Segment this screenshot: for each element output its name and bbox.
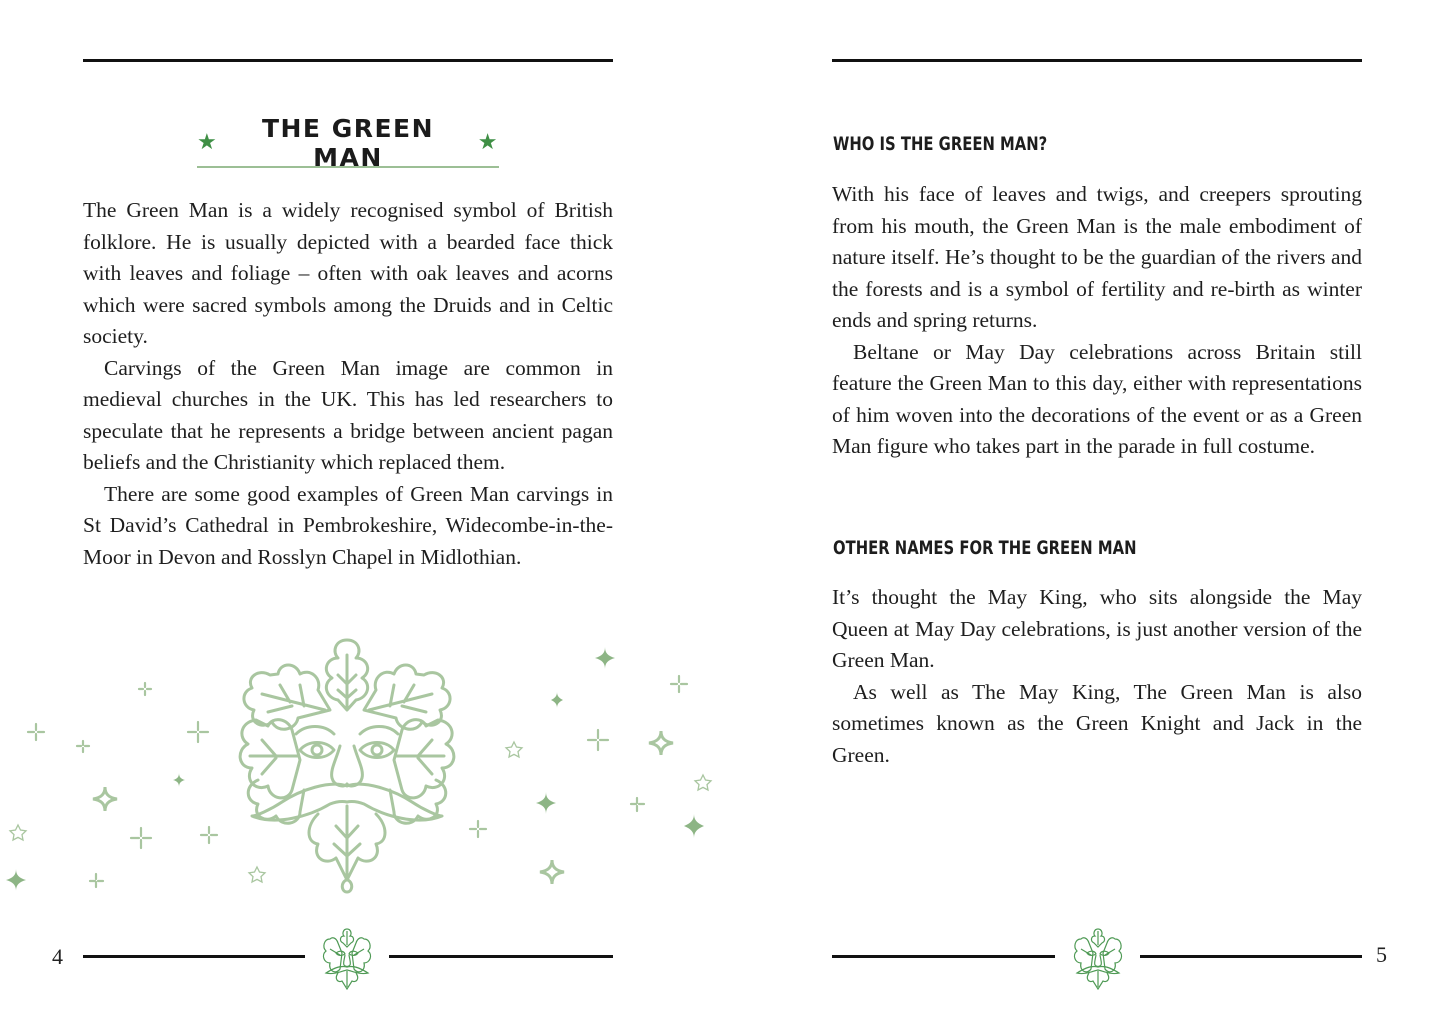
paragraph: With his face of leaves and twigs, and creepers sprouting from his mouth, the Green Man is the male embodiment of nature itself. He’s thought to be the guardian of the rivers and the forests and is a symbol of fertility and re-birth as winter ends and spring returns. [832, 182, 1362, 332]
chapter-title [197, 114, 499, 172]
footer-rule-left [83, 955, 305, 958]
paragraph: It’s thought the May King, who sits alongside the May Queen at May Day celebrations, is just another version of the Green Man. [832, 585, 1362, 672]
right-page [722, 0, 1445, 1018]
sparkle-icons [28, 676, 687, 887]
paragraph: There are some good examples of Green Man carvings in St David’s Cathedral in Pembrokeshire, Widecombe-in-the-Moor in Devon and Rosslyn Chapel in Midlothian. [83, 481, 613, 569]
page-number: 5 [1376, 942, 1387, 967]
filled-sparkle-icons [6, 647, 704, 891]
paragraph: Beltane or May Day celebrations across Britain still feature the Green Man to this day, either with representations of him woven into the decorations of the event or as a Green Man figure who takes part in the parade in full costume. [832, 339, 1362, 458]
green-man-illustration [0, 630, 722, 900]
footer-rule-right [1140, 955, 1362, 958]
left-page [0, 0, 722, 1018]
green-man-footer-icon [316, 925, 378, 991]
chapter-title-text: THE GREEN MAN [261, 114, 435, 172]
star-icon: ★ [197, 130, 219, 155]
star-icon: ★ [477, 130, 499, 155]
section-heading: OTHER NAMES FOR THE GREEN MAN [833, 537, 1137, 559]
chapter-title-block [197, 114, 499, 172]
paragraph: The Green Man is a widely recognised symbol of British folklore. He is usually depicted with a bearded face thick with leaves and foliage – often with oak leaves and acorns which were sacred symbols among the Druids and in Celtic society. [83, 198, 613, 348]
section-body [832, 179, 1362, 463]
top-rule [832, 59, 1362, 62]
paragraph: As well as The May King, The Green Man is also sometimes known as the Green Knight and Jack in the Green. [832, 679, 1362, 767]
green-man-footer-icon [1067, 925, 1129, 991]
section-heading: WHO IS THE GREEN MAN? [833, 133, 1048, 155]
section-body [832, 582, 1362, 771]
green-man-face-icon [240, 640, 454, 892]
footer-rule-right [389, 955, 613, 958]
top-rule [83, 59, 613, 62]
left-body-text [83, 195, 613, 573]
paragraph: Carvings of the Green Man image are common in medieval churches in the UK. This has led researchers to speculate that he represents a bridge between ancient pagan beliefs and the Christianity which replaced them. [83, 355, 613, 474]
page-number: 4 [52, 944, 63, 969]
footer-rule-left [832, 955, 1055, 958]
